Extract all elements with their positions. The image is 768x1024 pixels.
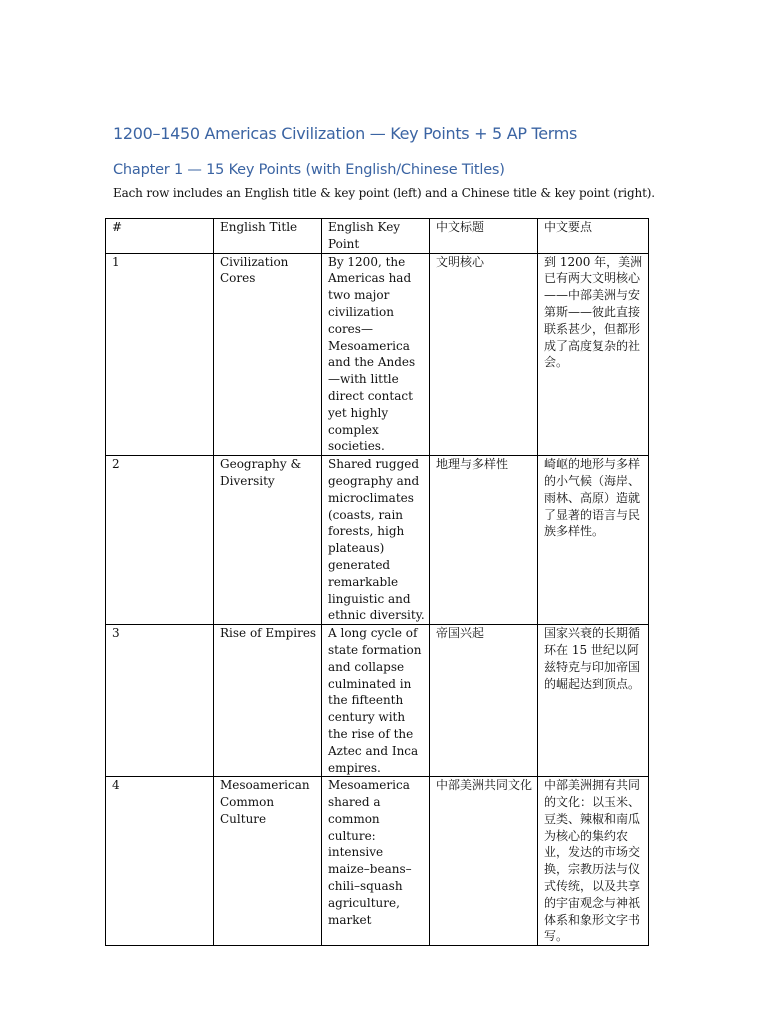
- header-number: #: [106, 219, 214, 254]
- table-row: [106, 777, 649, 946]
- row-number: 1: [106, 253, 214, 456]
- intro-paragraph: Each row includes an English title & key point (left) and a Chinese title & key point (right).: [113, 186, 655, 200]
- table-row: [106, 456, 649, 625]
- row-chinese-title: 帝国兴起: [430, 625, 538, 777]
- document-title: 1200–1450 Americas Civilization — Key Points + 5 AP Terms: [113, 124, 578, 143]
- row-chinese-key-point: 国家兴衰的长期循环在 15 世纪以阿兹特克与印加帝国的崛起达到顶点。: [538, 625, 649, 777]
- header-chinese-title: 中文标题: [430, 219, 538, 254]
- row-number: 2: [106, 456, 214, 625]
- table-row: [106, 625, 649, 777]
- row-english-key-point: Mesoamerica shared a common culture: intensive maize–beans–chili–squash agriculture, market: [322, 777, 430, 946]
- chapter-heading: Chapter 1 — 15 Key Points (with English/Chinese Titles): [113, 162, 505, 178]
- row-number: 3: [106, 625, 214, 777]
- row-english-key-point: By 1200, the Americas had two major civilization cores—Mesoamerica and the Andes—with little direct contact yet highly complex societies.: [322, 253, 430, 456]
- table-header-row: [106, 219, 649, 254]
- header-english-key-point: English Key Point: [322, 219, 430, 254]
- row-chinese-key-point: 崎岖的地形与多样的小气候（海岸、雨林、高原）造就了显著的语言与民族多样性。: [538, 456, 649, 625]
- row-english-title: Civilization Cores: [214, 253, 322, 456]
- table-row: [106, 253, 649, 456]
- row-english-key-point: A long cycle of state formation and collapse culminated in the fifteenth century with the rise of the Aztec and Inca empires.: [322, 625, 430, 777]
- row-english-title: Geography & Diversity: [214, 456, 322, 625]
- row-chinese-title: 文明核心: [430, 253, 538, 456]
- row-chinese-title: 地理与多样性: [430, 456, 538, 625]
- row-chinese-title: 中部美洲共同文化: [430, 777, 538, 946]
- row-english-title: Mesoamerican Common Culture: [214, 777, 322, 946]
- row-number: 4: [106, 777, 214, 946]
- header-chinese-key-point: 中文要点: [538, 219, 649, 254]
- row-english-title: Rise of Empires: [214, 625, 322, 777]
- row-english-key-point: Shared rugged geography and microclimates (coasts, rain forests, high plateaus) generated remarkable linguistic and ethnic diversity.: [322, 456, 430, 625]
- row-chinese-key-point: 中部美洲拥有共同的文化：以玉米、豆类、辣椒和南瓜为核心的集约农业，发达的市场交换，宗教历法与仪式传统，以及共享的宇宙观念与神祇体系和象形文字书写。: [538, 777, 649, 946]
- row-chinese-key-point: 到 1200 年，美洲已有两大文明核心——中部美洲与安第斯——彼此直接联系甚少，但都形成了高度复杂的社会。: [538, 253, 649, 456]
- header-english-title: English Title: [214, 219, 322, 254]
- key-points-table: [105, 218, 649, 946]
